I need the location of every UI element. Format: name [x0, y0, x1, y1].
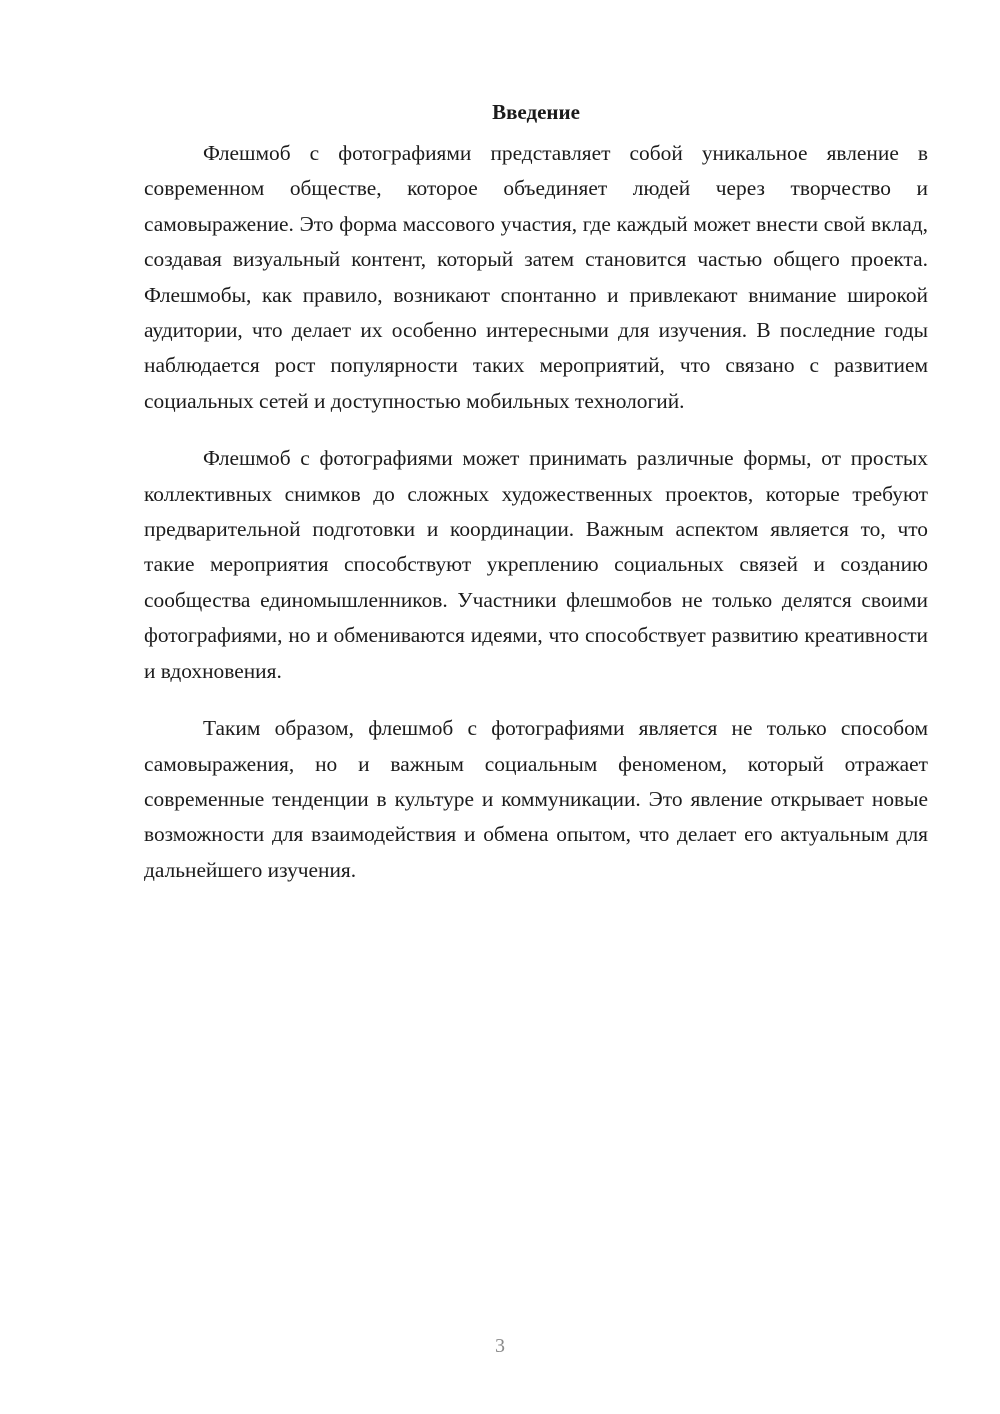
paragraph-1: Флешмоб с фотографиями представляет собой уникальное явление в современном обществе, которое объединяет людей через творчество и самовыражение. Это форма массового участия, где каждый может внести свой вклад, создавая визуальный контент, который затем становится частью общего проекта. Флешмобы, как правило, возникают спонтанно и привлекают внимание широкой аудитории, что делает их особенно интересными для изучения. В последние годы наблюдается рост популярности таких мероприятий, что связано с развитием социальных сетей и доступностью мобильных технологий.: [144, 141, 928, 413]
page-content: [144, 98, 928, 910]
page-title: Введение: [492, 100, 580, 124]
paragraph-3: Таким образом, флешмоб с фотографиями является не только способом самовыражения, но и важным социальным феноменом, который отражает современные тенденции в культуре и коммуникации. Это явление открывает новые возможности для взаимодействия и обмена опытом, что делает его актуальным для дальнейшего изучения.: [144, 716, 928, 882]
paragraph-2: Флешмоб с фотографиями может принимать различные формы, от простых коллективных снимков до сложных художественных проектов, которые требуют предварительной подготовки и координации. Важным аспектом является то, что такие мероприятия способствуют укреплению социальных связей и созданию сообщества единомышленников. Участники флешмобов не только делятся своими фотографиями, но и обмениваются идеями, что способствует развитию креативности и вдохновения.: [144, 446, 928, 683]
page-number: 3: [495, 1335, 505, 1357]
